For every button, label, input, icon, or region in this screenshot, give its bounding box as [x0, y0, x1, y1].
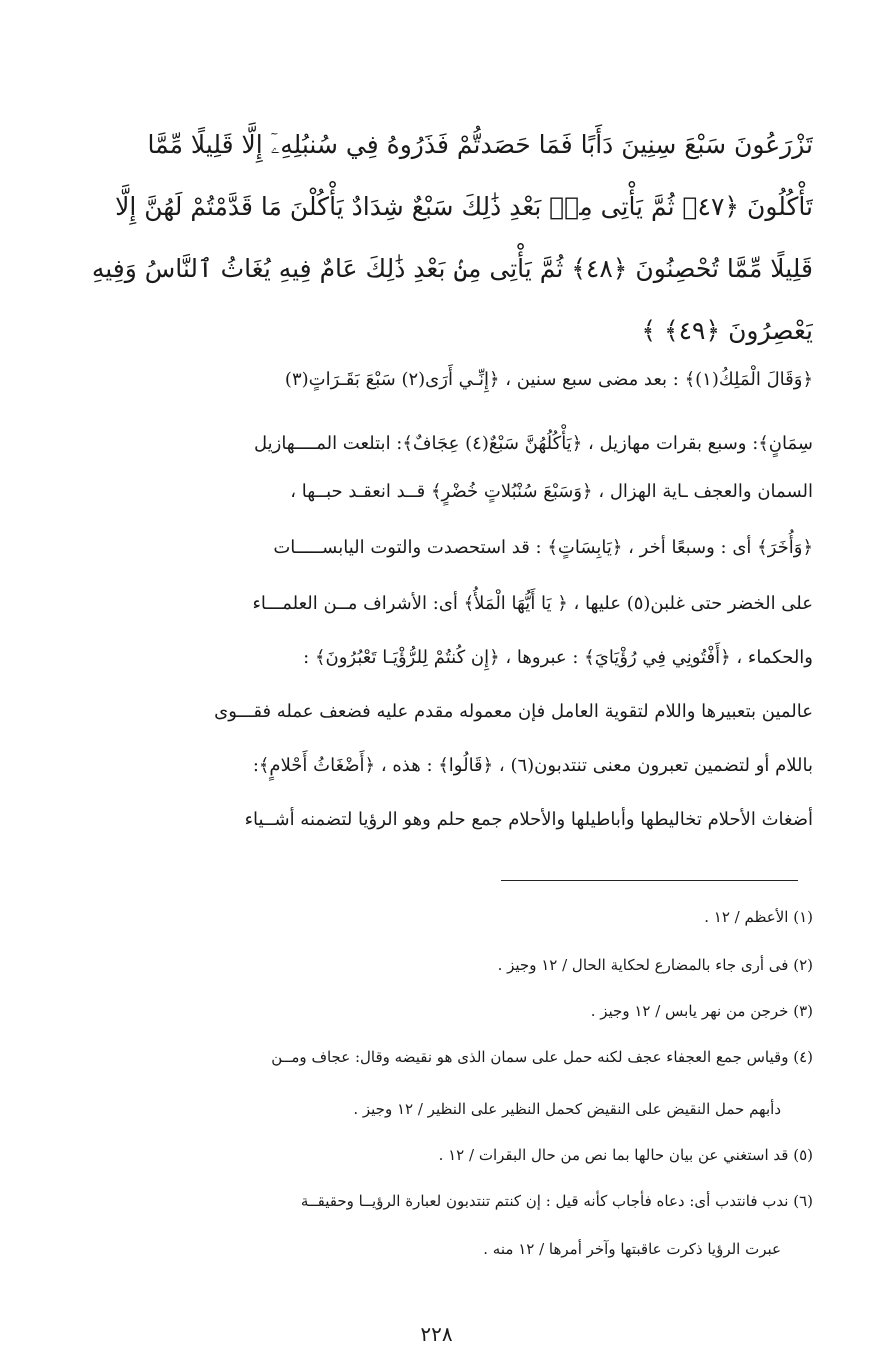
footnote-separator — [501, 880, 798, 881]
commentary-line: السمان والعجف ـاية الهزال ، ﴿وَسَبْعَ سُنْبُلاتٍ خُضْرٍ﴾ قــد انعقـد حبــها ، — [290, 481, 813, 502]
commentary-line: عالمين بتعبيرها واللام لتقوية العامل فإن معموله مقدم عليه فضعف عمله فقـــوى — [214, 701, 813, 722]
footnote: (٤) وقياس جمع العجفاء عجف لكنه حمل على سمان الذى هو نقيضه وقال: عجاف ومــن — [271, 1048, 813, 1066]
quran-verse-line: تَزْرَعُونَ سَبْعَ سِنِينَ دَأَبًا فَمَا حَصَدتُّمْ فَذَرُوهُ فِي سُنبُلِهِۦٓ إِلَّا قَلِيلًا مِّمَّا — [147, 130, 813, 159]
page-number: ٢٢٨ — [420, 1322, 453, 1346]
commentary-line: ﴿وَقَالَ الْمَلِكُ(١)﴾ : بعد مضى سبع سنين ، ﴿إِنِّـي أَرَى(٢) سَبْعَ بَقَـرَاتٍ(٣) — [284, 369, 813, 390]
footnote: (٣) خرجن من نهر يابس / ١٢ وجيز . — [590, 1002, 813, 1020]
quran-verse-line: قَلِيلًا مِّمَّا تُحْصِنُونَ ﴿٤٨﴾ ثُمَّ يَأْتِى مِنۢ بَعْدِ ذَٰلِكَ عَامٌ فِيهِ يُغَاثُ ٱلنَّاسُ وَفِيهِ — [91, 254, 813, 283]
footnote: (٢) فى أرى جاء بالمضارع لحكاية الحال / ١٢ وجيز . — [497, 956, 813, 974]
commentary-line: سِمَانٍ﴾: وسبع بقرات مهازيل ، ﴿يَأْكُلُهُنَّ سَبْعٌ(٤) عِجَافٌ﴾: ابتلعت المــــهازيل — [253, 433, 813, 454]
commentary-line: باللام أو لتضمين تعبرون معنى تنتدبون(٦) ، ﴿قَالُوا﴾ : هذه ، ﴿أَضْغَاثُ أَحْلامٍ﴾: — [252, 755, 813, 776]
footnote: (٦) ندب فانتدب أى: دعاه فأجاب كأنه قيل : إن كنتم تنتدبون لعبارة الرؤيــا وحقيقــة — [300, 1192, 813, 1210]
footnote: (١) الأعظم / ١٢ . — [704, 908, 813, 926]
footnote: (٥) قد استغني عن بيان حالها بما نص من حال البقرات / ١٢ . — [438, 1146, 813, 1164]
quran-verse-line: يَعْصِرُونَ ﴿٤٩﴾ ﴾ — [641, 316, 813, 345]
commentary-line: أضغاث الأحلام تخاليطها وأباطيلها والأحلام جمع حلم وهو الرؤيا لتضمنه أشــياء — [244, 809, 813, 830]
quran-verse-line: تَأْكُلُونَ ﴿٤٧﴾ ثُمَّ يَأْتِى مِنۢ بَعْدِ ذَٰلِكَ سَبْعٌ شِدَادٌ يَأْكُلْنَ مَا قَدَّمْتُمْ لَهُنَّ إِلَّا — [115, 192, 813, 221]
footnote-continuation: عبرت الرؤيا ذكرت عاقبتها وآخر أمرها / ١٢ منه . — [483, 1240, 781, 1258]
commentary-line: والحكماء ، ﴿أَفْتُونِي فِي رُؤْيَايَ﴾ : عبروها ، ﴿إِن كُنتُمْ لِلرُّؤْيَـا تَعْبُرُونَ﴾ : — [303, 647, 813, 668]
footnote-continuation: دأبهم حمل النقيض على النقيض كحمل النظير على النظير / ١٢ وجيز . — [353, 1100, 781, 1118]
commentary-line: ﴿وَأُخَرَ﴾ أى : وسبعًا أخر ، ﴿يَابِسَاتٍ﴾ : قد استحصدت والتوت اليابســـــات — [273, 537, 813, 558]
commentary-line: على الخضر حتى غلبن(٥) عليها ، ﴿ يَا أَيُّهَا الْمَلأُ﴾ أى: الأشراف مــن العلمـــاء — [252, 593, 813, 614]
